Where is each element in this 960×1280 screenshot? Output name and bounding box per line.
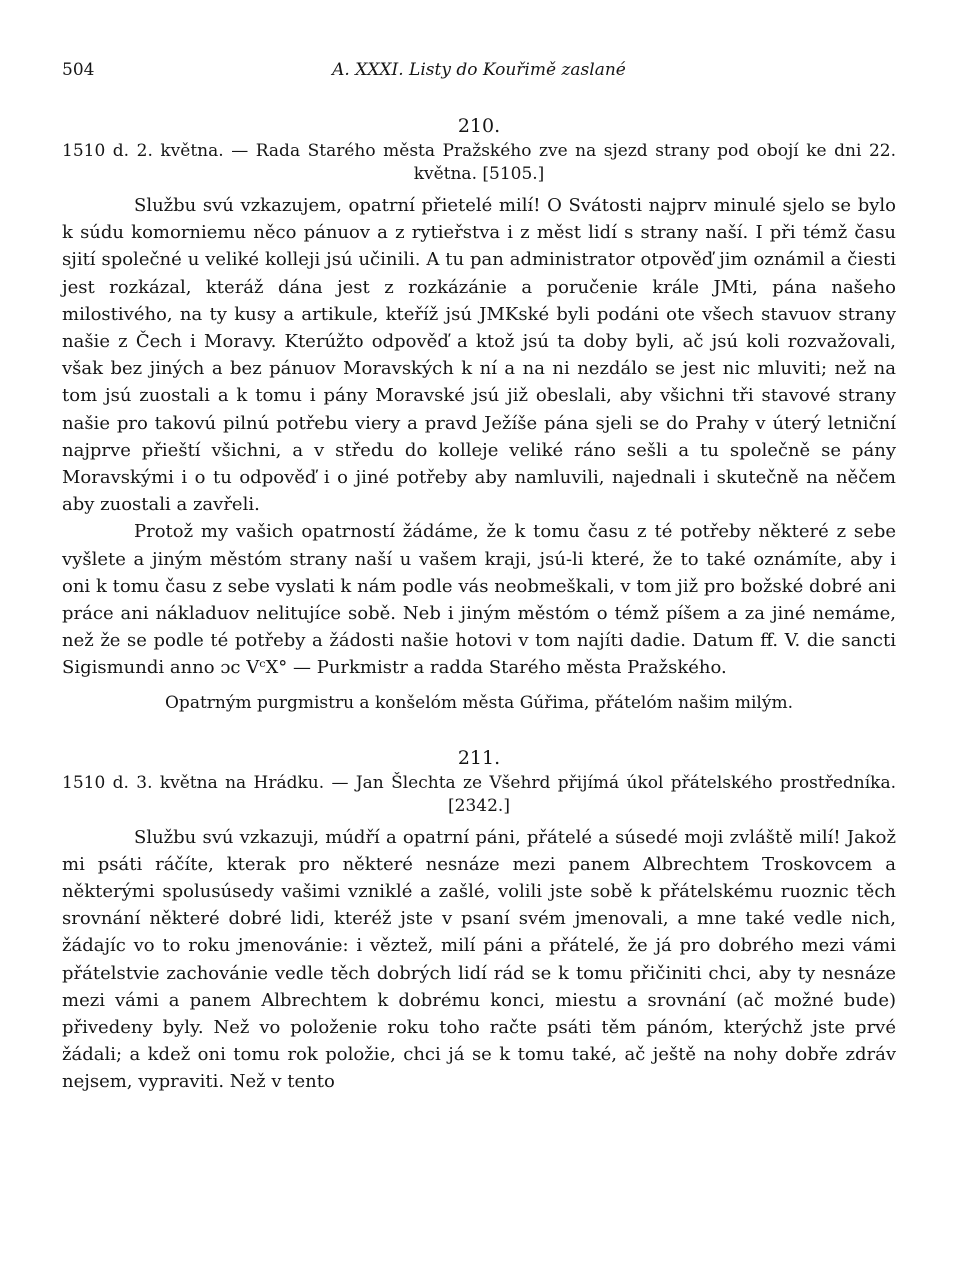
page-number: 504 xyxy=(62,60,95,80)
document-number: 211. xyxy=(457,746,501,769)
document-210 xyxy=(62,114,896,716)
document-211 xyxy=(62,746,896,1096)
body-paragraph: Službu svú vzkazuji, múdří a opatrní páni, přátelé a súsedé moji zvláště milí! Jakož mi psáti ráčíte, kterak pro některé nesnáze mezi panem Albrechtem Troskovcem a některými spolusúsedy vašimi vzniklé a zašlé, volili jste sobě k přátelskému ruoznic těch srovnání některé dobré lidi, kteréž jste v psaní svém jmenovali, a mne také vedle nich, žádajíc vo to roku jmenovánie: i věztež, milí páni a přátelé, že já pro dobrého mezi vámi přátelstvie zachovánie vedle těch dobrých lidí rád se k tomu přičiniti chci, aby ty nesnáze mezi vámi a panem Albrechtem k dobrému konci, miestu a srovnání (ač možné bude) přivedeny byly. Než vo položenie roku toho račte psáti těm pánóm, kterýchž jste prvé žádali; a kdež oni tomu rok položie, chci já se k tomu také, ač ještě na nohy dobře zdráv nejsem, vypraviti. Než v tento xyxy=(62,826,896,1093)
letter-address: Opatrným purgmistru a konšelóm města Gúřima, přátelóm našim milým. xyxy=(165,692,793,713)
document-number: 210. xyxy=(457,115,501,137)
document-regest: 1510 d. 2. května. — Rada Starého města Pražského zve na sjezd strany pod obojí ke dni 22. května. [5105.] xyxy=(62,141,896,184)
body-paragraph: Službu svú vzkazujem, opatrní přietelé milí! O Svátosti najprv minulé sjelo se bylo k súdu komorniemu něco pánuov a z rytieřstva i z měst lidí s strany naší. I při témž času sjití společné u veliké kolleji jsú učinili. A tu pan administrator otpověď jim oznámil a čiesti jest rozkázal, kteráž dána jest z rozkázánie a poručenie krále JMti, pána našeho milostivého, na ty kusy a artikule, kteříž jsú JMKské byli podáni ote všech stavuov strany našie z Čech i Moravy. Kterúžto odpověď a ktož jsú ta doby byli, ač jsú koli rozvažovali, však bez jiných a bez pánuov Moravských k ní a na ni nezdálo se jest nic mluviti; než na tom jsú zuostali a k tomu i pány Moravské jsú již obeslali, aby všichni tři stavové strany našie pro takovú pilnú potřebu viery a pravd Ježíše pána sjeli se do Prahy v úterý letniční najprve přieští všichni, a v středu do kolleje veliké ráno sešli a tu společně se pány Moravskými i o tu odpověď i o jiné potřeby aby namluvili, najednali i skutečně na něčem aby zuostali a zavřeli. xyxy=(62,195,896,516)
running-title: A. XXXI. Listy do Kouřimě zaslané xyxy=(332,60,626,80)
book-page xyxy=(62,60,896,1096)
running-head xyxy=(62,60,896,92)
body-paragraph: Protož my vašich opatrností žádáme, že k tomu času z té potřeby některé z sebe vyšlete a jiným městóm strany naší u vašem kraji, jsú-li které, že to také oznámíte, aby i oni k tomu času z sebe vyslati k nám podle vás neobmeškali, v tom již pro božské dobré ani práce ani nákladuov nelitujíce sobě. Neb i jiným městóm o témž píšem a za jiné nemáme, než že se podle té potřeby a žádosti našie hotovi v tom najíti dadie. Datum ff. V. die sancti Sigismundi anno ɔc VᶜX° — Purkmistr a radda Starého města Pražského. xyxy=(62,521,896,679)
document-regest: 1510 d. 3. května na Hrádku. — Jan Šlechta ze Všehrd přijímá úkol přátelského prostředníka. [2342.] xyxy=(62,772,896,816)
